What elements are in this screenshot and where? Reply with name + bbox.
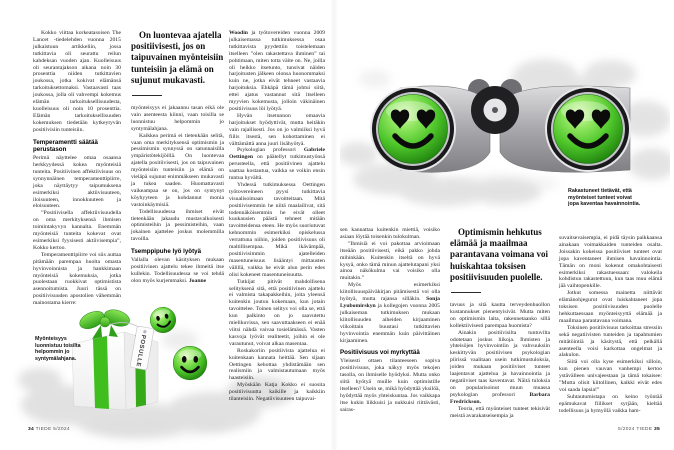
body-paragraph: Perimä näyttelee omaa osaansa herkkyydessä kokea myönteisiä tunteita. Positiivinen affektiivisuus on synnynnäinen temperamenttipiirre, joka näyttäytyy taipumuksena esimerkiksi aktiivisuuteen, iloisuuteen, innokkuuteen ja eloisuuteen. [33,155,121,210]
right-column-3 [559,235,662,415]
body-paragraph: Siitä voi olla kyse esimerkiksi silloin, kun pienen vauvan vanhempi kertoo ystävälleen univajeestaan ja tämä tokaisee: ”Mutta olisit kiitollinen, kaikki eivät edes voi saada lapsia!” [559,359,662,393]
left-column-3 [229,30,325,438]
image-caption-binoculars: Rakastuneet tietävät, että myönteiset tunteet voivat jopa kaventaa havainnointia. [568,188,641,208]
pull-quote: On luontevaa ajatella positiivisesti, jos on taipuvainen myönteisiin tunteisiin ja elämä on sujunut mukavasti. [131,30,224,85]
body-paragraph: Teoria, että myönteiset tunteet tekisivät meistä avarakatseisempia ja [450,405,550,419]
folio-text: TIEDE 5/2024 [35,427,70,432]
body-paragraph: Kokko viittaa korkeatasoisen The Lancet -tiedelehden vuonna 2015 julkaistuun artikkeliin, jossa tutkittavia oli seurattu reilun kahdeksan vuoden ajan. Kuolleisuus oli seurantajakson aikana noin 30 prosenttia niiden tutkittavien joukossa, jotka kokivat elämänsä tarkoituksettomaksi. Vastaavasti taas joukossa, jolla oli vahvempi kokemus elämän tarkoituksellisuudesta, kuolleisuus oli noin 10 prosenttia. Elämän tarkoituksellisuuden kokemuksen tiedetään kytkeytyvän positiivisiin tunteisiin. [33,30,121,133]
pullquote-rule [451,292,481,293]
person-name: Joanne [188,277,207,284]
person-name: Woodin [229,30,248,36]
page-number: 35 [653,427,660,432]
body-paragraph: Kaikkea perimä ei tietenkään selitä, vaan oma merkityksensä optimismin ja pessimismin synnyssä on satunnaisilla ympäristötekijöillä. On luontevaa ajatella positiivisesti, jos on taipuvainen myönteisiin tunteisiin ja elämä on vieläpä sujunut enimmäkseen mukavasti ja tukea saaden. Huomattavasti vaikeampaa se on, jos on syntynyt köyhyyteen ja kohdannut monia vastoinkäymisiä. [131,132,224,208]
smoke-wisp-front [440,174,560,194]
body-paragraph: suvaitsevaisempia, ei pidä täysin paikkaansa ainakaan voimakkaiden tunteiden osalta. Joissakin kokeissa positiiviset tunteet ovat jopa kaventaneet ihmisen havainnointia. Tämän on moni kokenut omakohtaisesti esimerkiksi rakastuessaan: valokeila kohdistuu rakastettuun, kun taas muu elämä jää vaihtopenkille. [559,235,662,290]
section-heading-tsemppipuhe: Tsemppipuhe lyö lyötyä [131,248,202,256]
body-paragraph: Yleisesti ottaen tilanteeseen sopiva positiivisuus, joka näkyy myös tekojen tasolla, on ihmiselle hyödyksi. Mutta onko siitä hyötyä muille kuin optimistille itselleen? Usein se, mikä hyödyttää yksilöä, hyödyttää myös yhteiskuntaa. Jos vaikkapa itse kukin liikkuisi ja nukkuisi riittävästi, sairas- [340,358,440,413]
section-heading-temperamentti: Temperamentti säätää perustason [33,138,98,154]
body-paragraph: Roskakoriin positiivista ajattelua ei kuitenkaan kannata heittää. Sen sijaan Oettingen kehottaa yhdistämään sen realismiin ja valmistautumaan myös haasteisiin. [229,347,325,382]
body-paragraph: Toksinen positiivisuus tarkoittaa stressiin sekä negatiivisten tunteiden ja tapahtumien mitätöintiä ja käsitystä, että pelkällä asenteella voisi karkottaa ongelmat ja alakulon. [559,324,662,359]
body-paragraph: myönteisyys ei jakaannu tasan eikä ole vain asenteesta kiinni, vaan toisilla se luonnistuu helpommin jo syntymälahjana. [131,105,224,132]
person-name: Gabriele Oettingen [229,147,325,161]
pull-quote: Optimismin hehkutus elämää ja maailmaa parantavana voimana voi huiskahtaa toksisen positiivisuuden puolelle. [450,227,549,282]
left-column-1 [33,30,121,307]
body-paragraph: Psykologian professori Gabriele Oettingen on päätellyt tutkimustyönsä perusteella, että positiivinen ajattelu saattaa kostautua, vaikka se voikin ensin tuntua hyvältä. [229,147,325,182]
body-paragraph: Suhtautumistapa on keino työntää epämukavat fiilikset syrjään, kieltää todellisuus ja hymyillä vaikka ham- [559,393,662,414]
section-heading-myrkyttaa: Positiivisuus voi myrkyttää [340,349,420,357]
body-paragraph: tavuus ja sitä kautta terveydenhuollon kustannukset pienentyisivät. Mutta miten on optimismin laita, rakennetaanko sillä kollektiivisesti parempaa huomista? [450,302,550,329]
body-paragraph: ”Positiivisella affektiivisuudella on oma merkityksensä ihmisen toimintakyvyn kannalta. Enemmän myönteisiä tunteita kokevat ovat esimerkiksi fyysisesti aktiivisempia”, Kokko kertoo. [33,210,121,251]
ribbon-stripe-front [93,336,109,409]
smiley-large-icon [173,346,207,380]
smiley-heart-eyes-left-icon [370,86,456,172]
body-paragraph: Yhdessä tutkimuksessa Oettingen työtovereineen pyysi tutkittavia visualisoimaan tavoitteitaan. Mitä positiivisemmin he niitä maalailivat, sitä todennäköisemmin he eivät olleet kuukausien päästä tehneet mitään tavoitteidensa eteen. He myös suoriutuvat kehnommin esimerkiksi opiskelussa verrattuna niihin, joiden positiivisuus oli maltillisempaa. Mikä ikävämpää, positiivisimmin ajatelleiden masentuneisuus lisääntyi mittausten välillä, vaikka he eivät alun perin edes olisi kokeneet masentuneisuutta. [229,181,325,278]
right-column-2 [450,227,550,419]
hinge-knob [471,86,519,134]
page-folio-right [618,427,660,432]
body-paragraph: Hyvän itsetunnon omaavia harjoitukset hyödyttivät, mutta heitäkin vain rajallisesti. Jos on jo valmiiksi hyvä fiilis itsestä, sen kohottaminen ei välttämättä anna juuri lisähyötyä. [229,112,325,147]
folio-text: 5/2024 TIEDE [618,427,653,432]
body-paragraph: Todellisuudessa ihmiset eivät tietenkään jakaudu mustavalkoisesti optimisteihin ja pessimisteihin, vaan jokainen ajattelee joskus molemmilla tavoilla. [131,208,224,243]
gift-tag-label: POSULLE [134,334,147,368]
pullquote-rule [132,95,162,96]
body-paragraph: Woodin ja työtovereiden vuonna 2009 julkaisemassa tutkimuksessa osaa tutkittavista pyydettiin toistelemaan itselleen ”olen rakastettava ihminen” tai pohtimaan, miten totta väite on. Ne, joilla oli heikko itsetunto, tunsivat näiden harjoitusten jälkeen olonsa huonommaksi kuin ne, jotka eivät tehneet vastaavia harjoituksia. Ehkäpä tämä johtui siitä, ettei ajatus vastannut sitä itselleen myyvien kokemusta, jolloin väkinäinen positiivisuus löi lyötyä. [229,30,325,112]
page-folio-left [28,427,70,432]
body-paragraph: Ainakin positiivisilta tuntuvilta odotetaan joskus liikoja. Ihmisten ja yhteisöjen hyvinvointiin ja vahvuuksiin keskittyvän positiivisen psykologian piirissä vaalitaan usein tutkimustuloksia, joiden mukaan positiiviset tunteet laajentavat ajattelua ja havainnointia ja negatiiviset taas kaventavat. Näitä tuloksia on popularisoinut muun muassa psykologian professori Barbara Fredrickson. [450,329,550,405]
binoculars-illustration [340,24,670,214]
body-paragraph: sen kannattaa kuitenkin miettiä, voisiko asiaan löytää toisenkin tulokulman. [340,227,440,240]
body-paragraph: Myöskään Katja Kokko ei suosita positiivisuutta kaikille ja kaikkiin tilanteisiin. Negatiivisuuteen taipuvai- [229,382,325,403]
body-paragraph: Myös esimerkiksi kiitollisuuspäiväkirjan pitämisestä voi olla hyötyä, mutta rajansa silläkin. Sonja Lyubomirskyn ja kollegojen vuonna 2005 julkaiseman tutkimuksen mukaan kiitollisuuden aiheiden kirjaaminen viikoittain buustasi tutkittavien hyvinvointia enemmän kuin päivittäinen kirjaaminen. [340,282,440,344]
body-paragraph: Temperamenttipiirre voi siis auttaa pitämään parempaa huolta omasta hyvinvoinnista ja hankkimaan myönteisiä kokemuksia, jotka puolestaan ruokkivat optimistista asennoitumista. Juuri tässä on positiivisuuden apostolien vähemmän mainostama kierre: [33,251,121,307]
body-paragraph: Jotkut somessa mainetta niittävät elämänohjegurut ovat luiskahtaneet jopa toksisen positiivisuuden puolelle hehkuttaessaan myönteisyyttä elämää ja maailmaa parantavana voimana. [559,290,662,324]
person-name: Sonja Lyubomirskyn [340,296,440,309]
body-paragraph: ”Ihmisiä ei voi pakottaa arvioimaan itseään positiivisesti, eikä pakko johda mihinkään. Kuitenkin itseltä on hyvä kysyä, onko tämä minun ajattelutapani yksi ainoa näkökulma vai voisiko olla muitakin.” [340,240,440,282]
smoke-wisp-front [88,414,228,438]
body-paragraph: Vallalla olevan käsityksen mukaan positiivinen ajattelu tekee ihmeitä itse kullekin. Todellisuudessa se voi tehdä olon myös kurjemmaksi. Joanne [131,257,224,284]
left-column-2 [131,30,224,285]
page-number: 34 [28,427,35,432]
smiley-heart-eyes-right-icon [545,86,631,172]
body-paragraph: Tutkijat pitivät mahdollisena selityksenä sitä, että positiivinen ajattelu ei valmista takapakkeihin, joita yleensä kuitenkin joutuu kokemaan, kun jotain tavoittelee. Toinen selitys voi olla se, että kun palkinto on jo saavutettu mielikuvissa, sen saavuttaakseen ei enää viitsi nähdä vaivaa tosielämässä. Vasten kasvoja lyövät realiteetit, joihin ei ole varautunut, voivat alkaa masentaa. [229,278,325,347]
person-name: Barbara Fredrickson. [450,391,550,405]
right-column-1 [340,227,440,414]
image-caption-gift: Myönteisyys luonnistuu toisilta helpommin jo syntymälahjana. [35,336,81,362]
page-gutter [330,0,338,450]
